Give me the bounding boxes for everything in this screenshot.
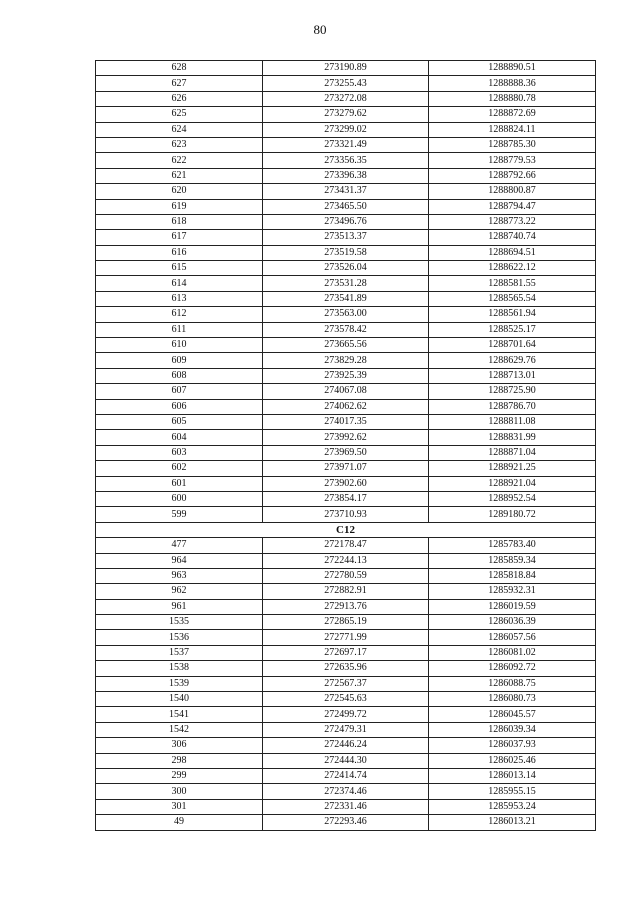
x-coordinate-cell: 273969.50 <box>263 445 429 460</box>
y-coordinate-cell: 1286088.75 <box>429 676 596 691</box>
y-coordinate-cell: 1288921.04 <box>429 476 596 491</box>
table-row <box>96 122 596 137</box>
point-number-cell: 600 <box>96 491 263 506</box>
table-row <box>96 784 596 799</box>
point-number-cell: 1540 <box>96 692 263 707</box>
y-coordinate-cell: 1285955.15 <box>429 784 596 799</box>
point-number-cell: 621 <box>96 168 263 183</box>
x-coordinate-cell: 273563.00 <box>263 307 429 322</box>
x-coordinate-cell: 272499.72 <box>263 707 429 722</box>
x-coordinate-cell: 272444.30 <box>263 753 429 768</box>
y-coordinate-cell: 1285859.34 <box>429 553 596 568</box>
y-coordinate-cell: 1288779.53 <box>429 153 596 168</box>
x-coordinate-cell: 272244.13 <box>263 553 429 568</box>
y-coordinate-cell: 1288694.51 <box>429 245 596 260</box>
x-coordinate-cell: 272567.37 <box>263 676 429 691</box>
point-number-cell: 618 <box>96 214 263 229</box>
y-coordinate-cell: 1286057.56 <box>429 630 596 645</box>
point-number-cell: 1542 <box>96 722 263 737</box>
point-number-cell: 1537 <box>96 645 263 660</box>
y-coordinate-cell: 1286081.02 <box>429 645 596 660</box>
y-coordinate-cell: 1288629.76 <box>429 353 596 368</box>
x-coordinate-cell: 274067.08 <box>263 384 429 399</box>
y-coordinate-cell: 1288561.94 <box>429 307 596 322</box>
section-row <box>96 522 596 537</box>
x-coordinate-cell: 273531.28 <box>263 276 429 291</box>
point-number-cell: 1539 <box>96 676 263 691</box>
x-coordinate-cell: 272446.24 <box>263 738 429 753</box>
point-number-cell: 477 <box>96 538 263 553</box>
x-coordinate-cell: 272635.96 <box>263 661 429 676</box>
table-row <box>96 661 596 676</box>
table-row <box>96 353 596 368</box>
x-coordinate-cell: 273255.43 <box>263 76 429 91</box>
table-row <box>96 91 596 106</box>
point-number-cell: 599 <box>96 507 263 522</box>
y-coordinate-cell: 1288880.78 <box>429 91 596 106</box>
y-coordinate-cell: 1286039.34 <box>429 722 596 737</box>
table-row <box>96 799 596 814</box>
table-row <box>96 722 596 737</box>
table-row <box>96 615 596 630</box>
table-row <box>96 322 596 337</box>
y-coordinate-cell: 1288952.54 <box>429 491 596 506</box>
table-row <box>96 291 596 306</box>
point-number-cell: 1536 <box>96 630 263 645</box>
coordinates-table-body <box>96 61 596 831</box>
point-number-cell: 610 <box>96 338 263 353</box>
y-coordinate-cell: 1285818.84 <box>429 568 596 583</box>
table-row <box>96 61 596 76</box>
point-number-cell: 609 <box>96 353 263 368</box>
x-coordinate-cell: 272479.31 <box>263 722 429 737</box>
y-coordinate-cell: 1285932.31 <box>429 584 596 599</box>
point-number-cell: 625 <box>96 107 263 122</box>
table-row <box>96 461 596 476</box>
point-number-cell: 605 <box>96 414 263 429</box>
x-coordinate-cell: 272293.46 <box>263 815 429 830</box>
point-number-cell: 622 <box>96 153 263 168</box>
y-coordinate-cell: 1286037.93 <box>429 738 596 753</box>
table-row <box>96 676 596 691</box>
x-coordinate-cell: 273299.02 <box>263 122 429 137</box>
y-coordinate-cell: 1288785.30 <box>429 137 596 152</box>
x-coordinate-cell: 273665.56 <box>263 338 429 353</box>
point-number-cell: 602 <box>96 461 263 476</box>
x-coordinate-cell: 272545.63 <box>263 692 429 707</box>
point-number-cell: 1541 <box>96 707 263 722</box>
table-row <box>96 368 596 383</box>
table-row <box>96 707 596 722</box>
point-number-cell: 306 <box>96 738 263 753</box>
y-coordinate-cell: 1288888.36 <box>429 76 596 91</box>
table-row <box>96 184 596 199</box>
y-coordinate-cell: 1288794.47 <box>429 199 596 214</box>
table-row <box>96 553 596 568</box>
y-coordinate-cell: 1288773.22 <box>429 214 596 229</box>
table-row <box>96 445 596 460</box>
y-coordinate-cell: 1288622.12 <box>429 261 596 276</box>
x-coordinate-cell: 272178.47 <box>263 538 429 553</box>
point-number-cell: 623 <box>96 137 263 152</box>
y-coordinate-cell: 1288786.70 <box>429 399 596 414</box>
table-row <box>96 768 596 783</box>
y-coordinate-cell: 1288872.69 <box>429 107 596 122</box>
section-label: C12 <box>96 522 596 537</box>
x-coordinate-cell: 272771.99 <box>263 630 429 645</box>
table-row <box>96 476 596 491</box>
table-row <box>96 338 596 353</box>
point-number-cell: 627 <box>96 76 263 91</box>
point-number-cell: 964 <box>96 553 263 568</box>
y-coordinate-cell: 1286080.73 <box>429 692 596 707</box>
y-coordinate-cell: 1286045.57 <box>429 707 596 722</box>
point-number-cell: 299 <box>96 768 263 783</box>
x-coordinate-cell: 273854.17 <box>263 491 429 506</box>
table-row <box>96 430 596 445</box>
point-number-cell: 961 <box>96 599 263 614</box>
table-row <box>96 276 596 291</box>
y-coordinate-cell: 1286092.72 <box>429 661 596 676</box>
table-row <box>96 645 596 660</box>
x-coordinate-cell: 273710.93 <box>263 507 429 522</box>
table-row <box>96 538 596 553</box>
y-coordinate-cell: 1285953.24 <box>429 799 596 814</box>
x-coordinate-cell: 273902.60 <box>263 476 429 491</box>
y-coordinate-cell: 1288581.55 <box>429 276 596 291</box>
coordinates-table <box>95 60 596 831</box>
point-number-cell: 615 <box>96 261 263 276</box>
x-coordinate-cell: 273190.89 <box>263 61 429 76</box>
point-number-cell: 613 <box>96 291 263 306</box>
table-row <box>96 261 596 276</box>
table-row <box>96 584 596 599</box>
point-number-cell: 611 <box>96 322 263 337</box>
x-coordinate-cell: 274062.62 <box>263 399 429 414</box>
table-row <box>96 384 596 399</box>
x-coordinate-cell: 272780.59 <box>263 568 429 583</box>
x-coordinate-cell: 272697.17 <box>263 645 429 660</box>
point-number-cell: 607 <box>96 384 263 399</box>
table-row <box>96 199 596 214</box>
x-coordinate-cell: 273465.50 <box>263 199 429 214</box>
point-number-cell: 626 <box>96 91 263 106</box>
y-coordinate-cell: 1288890.51 <box>429 61 596 76</box>
table-row <box>96 414 596 429</box>
table-row <box>96 137 596 152</box>
point-number-cell: 300 <box>96 784 263 799</box>
point-number-cell: 624 <box>96 122 263 137</box>
table-row <box>96 307 596 322</box>
point-number-cell: 628 <box>96 61 263 76</box>
x-coordinate-cell: 272374.46 <box>263 784 429 799</box>
table-row <box>96 230 596 245</box>
x-coordinate-cell: 273431.37 <box>263 184 429 199</box>
table-row <box>96 630 596 645</box>
point-number-cell: 301 <box>96 799 263 814</box>
x-coordinate-cell: 273992.62 <box>263 430 429 445</box>
table-row <box>96 107 596 122</box>
table-row <box>96 399 596 414</box>
x-coordinate-cell: 273272.08 <box>263 91 429 106</box>
y-coordinate-cell: 1288871.04 <box>429 445 596 460</box>
table-row <box>96 245 596 260</box>
point-number-cell: 1538 <box>96 661 263 676</box>
point-number-cell: 1535 <box>96 615 263 630</box>
y-coordinate-cell: 1286025.46 <box>429 753 596 768</box>
y-coordinate-cell: 1288525.17 <box>429 322 596 337</box>
table-row <box>96 168 596 183</box>
point-number-cell: 962 <box>96 584 263 599</box>
table-row <box>96 599 596 614</box>
point-number-cell: 606 <box>96 399 263 414</box>
y-coordinate-cell: 1288824.11 <box>429 122 596 137</box>
point-number-cell: 49 <box>96 815 263 830</box>
table-row <box>96 738 596 753</box>
x-coordinate-cell: 273513.37 <box>263 230 429 245</box>
y-coordinate-cell: 1286013.14 <box>429 768 596 783</box>
x-coordinate-cell: 273541.89 <box>263 291 429 306</box>
x-coordinate-cell: 272414.74 <box>263 768 429 783</box>
x-coordinate-cell: 272882.91 <box>263 584 429 599</box>
y-coordinate-cell: 1288792.66 <box>429 168 596 183</box>
x-coordinate-cell: 274017.35 <box>263 414 429 429</box>
x-coordinate-cell: 273496.76 <box>263 214 429 229</box>
table-row <box>96 153 596 168</box>
x-coordinate-cell: 273925.39 <box>263 368 429 383</box>
point-number-cell: 612 <box>96 307 263 322</box>
x-coordinate-cell: 273829.28 <box>263 353 429 368</box>
x-coordinate-cell: 272331.46 <box>263 799 429 814</box>
point-number-cell: 616 <box>96 245 263 260</box>
x-coordinate-cell: 273321.49 <box>263 137 429 152</box>
point-number-cell: 298 <box>96 753 263 768</box>
table-row <box>96 692 596 707</box>
point-number-cell: 617 <box>96 230 263 245</box>
table-row <box>96 568 596 583</box>
point-number-cell: 614 <box>96 276 263 291</box>
x-coordinate-cell: 272913.76 <box>263 599 429 614</box>
x-coordinate-cell: 272865.19 <box>263 615 429 630</box>
y-coordinate-cell: 1288740.74 <box>429 230 596 245</box>
y-coordinate-cell: 1286019.59 <box>429 599 596 614</box>
point-number-cell: 963 <box>96 568 263 583</box>
y-coordinate-cell: 1288921.25 <box>429 461 596 476</box>
x-coordinate-cell: 273396.38 <box>263 168 429 183</box>
y-coordinate-cell: 1288713.01 <box>429 368 596 383</box>
y-coordinate-cell: 1288725.90 <box>429 384 596 399</box>
table-row <box>96 76 596 91</box>
x-coordinate-cell: 273356.35 <box>263 153 429 168</box>
x-coordinate-cell: 273526.04 <box>263 261 429 276</box>
y-coordinate-cell: 1285783.40 <box>429 538 596 553</box>
y-coordinate-cell: 1288811.08 <box>429 414 596 429</box>
point-number-cell: 601 <box>96 476 263 491</box>
table-row <box>96 491 596 506</box>
y-coordinate-cell: 1286036.39 <box>429 615 596 630</box>
x-coordinate-cell: 273279.62 <box>263 107 429 122</box>
page-number: 80 <box>313 22 327 37</box>
table-row <box>96 815 596 830</box>
y-coordinate-cell: 1286013.21 <box>429 815 596 830</box>
y-coordinate-cell: 1288831.99 <box>429 430 596 445</box>
table-row <box>96 214 596 229</box>
point-number-cell: 608 <box>96 368 263 383</box>
y-coordinate-cell: 1288800.87 <box>429 184 596 199</box>
x-coordinate-cell: 273578.42 <box>263 322 429 337</box>
x-coordinate-cell: 273971.07 <box>263 461 429 476</box>
table-row <box>96 753 596 768</box>
y-coordinate-cell: 1289180.72 <box>429 507 596 522</box>
y-coordinate-cell: 1288565.54 <box>429 291 596 306</box>
point-number-cell: 603 <box>96 445 263 460</box>
point-number-cell: 619 <box>96 199 263 214</box>
table-row <box>96 507 596 522</box>
x-coordinate-cell: 273519.58 <box>263 245 429 260</box>
y-coordinate-cell: 1288701.64 <box>429 338 596 353</box>
point-number-cell: 620 <box>96 184 263 199</box>
point-number-cell: 604 <box>96 430 263 445</box>
